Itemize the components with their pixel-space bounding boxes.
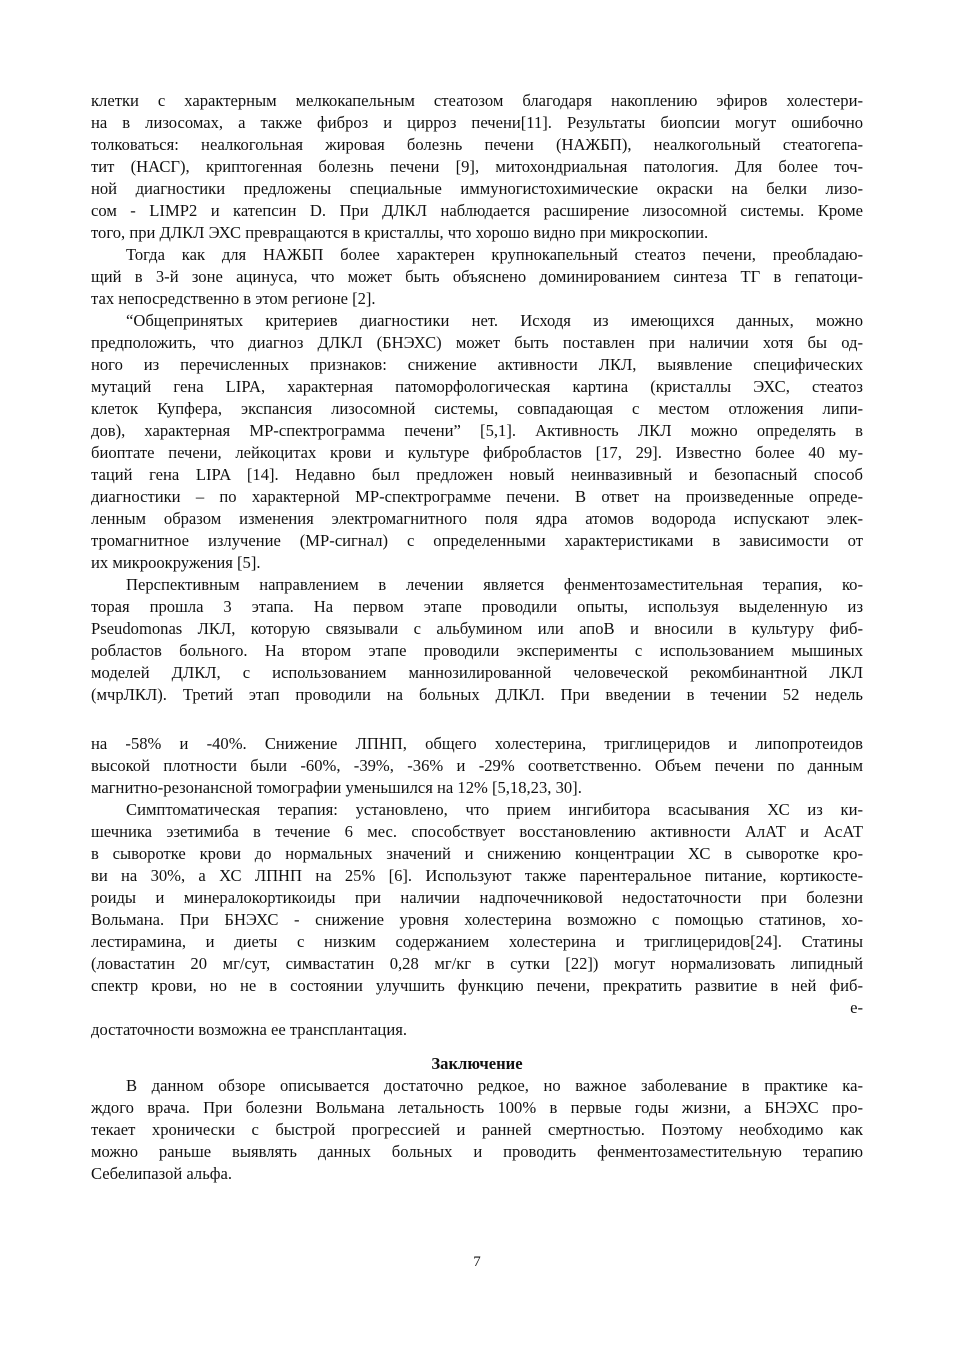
text-line: щий в 3-й зоне ацинуса, что может быть объяснено доминированием синтеза ТГ в гепатоци- <box>91 267 863 286</box>
text-line: на -58% и -40%. Снижение ЛПНП, общего холестерина, триглицеридов и липопротеидов <box>91 734 863 753</box>
text-line: Себелипазой альфа. <box>91 1164 233 1183</box>
text-line: Тогда как для НАЖБП более характерен крупнокапельный стеатоз печени, преобладаю- <box>126 245 863 264</box>
text-line: Pseudomonas ЛКЛ, которую связывали с альбумином или апоВ и вносили в культуру фиб- <box>91 619 863 638</box>
text-line: предположить, что диагноз ДЛКЛ (БНЭХС) может быть поставлен при наличии хотя бы од- <box>91 333 863 352</box>
text-block-middle <box>91 733 863 1041</box>
text-line: робластов больного. На втором этапе проводили эксперименты с использованием мышиных <box>91 641 863 660</box>
text-block-conclusion <box>91 1075 863 1185</box>
text-line: магнитно-резонансной томографии уменьшился на 12% [5,18,23, 30]. <box>91 778 582 797</box>
text-line: шечника эзетимиба в течение 6 мес. способствует восстановлению активности АлАТ и АсАТ <box>91 822 863 841</box>
text-line: ной диагностики предложены специальные иммуногистохимические окраски на белки лизо- <box>91 179 863 198</box>
text-line: ви на 30%, а ХС ЛПНП на 25% [6]. Используют также парентеральное питание, кортикосте- <box>91 866 863 885</box>
text-line: мутаций гена LIPA, характерная патоморфологическая картина (кристаллы ЭХС, стеатоз <box>91 377 863 396</box>
text-line: (мчрЛКЛ). Третий этап проводили на больных ДЛКЛ. При введении в течении 52 недель <box>91 685 863 704</box>
text-line: клеток Купфера, экспансия лизосомной системы, совпадающая с местом отложения липи- <box>91 399 863 418</box>
text-line: таций гена LIPA [14]. Недавно был предложен новый неинвазивный и безопасный способ <box>91 465 863 484</box>
text-line: того, при ДЛКЛ ЭХС превращаются в кристаллы, что хорошо видно при микроскопии. <box>91 223 709 242</box>
text-line: Симптоматическая терапия: установлено, что прием ингибитора всасывания ХС из ки- <box>126 800 863 819</box>
text-line: в сыворотке крови до нормальных значений и снижению концентрации ХС в сыворотке кро- <box>91 844 863 863</box>
text-line: клетки с характерным мелкокапельным стеатозом благодаря накоплению эфиров холестери- <box>91 91 863 110</box>
text-line: лестирамина, и диеты с низким содержанием холестерина и триглицеридов[24]. Статины <box>91 932 863 951</box>
page-number: 7 <box>473 1254 481 1270</box>
text-line: тромагнитное излучение (МР-сигнал) с определенными характеристиками в зависимости от <box>91 531 863 550</box>
text-line: высокой плотности были -60%, -39%, -36% и -29% соответственно. Объем печени по данным <box>91 756 863 775</box>
text-line: Вольмана. При БНЭХС - снижение уровня холестерина возможно с помощью статинов, хо- <box>91 910 863 929</box>
text-line: моделей ДЛКЛ, с использованием маннозилированной человеческой рекомбинантной ЛКЛ <box>91 663 863 682</box>
text-line: ждого врача. При болезни Вольмана летальность 100% в первые годы жизни, а БНЭХС про- <box>91 1098 863 1117</box>
text-line: тах непосредственно в этом регионе [2]. <box>91 289 376 308</box>
text-line: толковаться: неалкогольная жировая болезнь печени (НАЖБП), неалкогольный стеатогепа- <box>91 135 863 154</box>
text-line: можно раньше выявлять данных больных и проводить фенментозаместительную терапию <box>91 1142 863 1161</box>
text-line: ного из перечисленных признаков: снижение активности ЛКЛ, выявление специфических <box>91 355 863 374</box>
text-line: тит (НАСГ), криптогенная болезнь печени [9], митохондриальная патология. Для более точ- <box>91 157 863 176</box>
text-line: “Общепринятых критериев диагностики нет. Исходя из имеющихся данных, можно <box>126 311 863 330</box>
section-heading: Заключение <box>431 1054 523 1073</box>
text-line: текает хронически с быстрой прогрессией и ранней смертностью. Поэтому необходимо как <box>91 1120 863 1139</box>
text-line: ленным образом изменения электромагнитного поля ядра атомов водорода испускают элек- <box>91 509 863 528</box>
text-line: диагностики – по характерной МР-спектрограмме печени. В ответ на произведенные опреде- <box>91 487 863 506</box>
text-line: Перспективным направлением в лечении является фенментозаместительная терапия, ко- <box>126 575 863 594</box>
text-line: В данном обзоре описывается достаточно редкое, но важное заболевание в практике ка- <box>126 1076 863 1095</box>
text-line: биоптате печени, лейкоцитах крови и культуре фибробластов [17, 29]. Известно более 40 му- <box>91 443 863 462</box>
text-line: на в лизосомах, а также фиброз и цирроз печени[11]. Результаты биопсии могут ошибочно <box>91 113 863 132</box>
text-line: торая прошла 3 этапа. На первом этапе проводили опыты, используя выделенную из <box>91 597 863 616</box>
text-line: дов), характерная МР-спектрограмма печени” [5,1]. Активность ЛКЛ можно определять в <box>91 421 863 440</box>
text-block-upper <box>91 90 863 706</box>
text-line: их микроокружения [5]. <box>91 553 261 572</box>
text-line: е- <box>850 998 863 1017</box>
text-line: (ловастатин 20 мг/сут, симвастатин 0,28 мг/кг в сутки [22]) могут нормализовать липидный <box>91 954 863 973</box>
text-line: достаточности возможна ее трансплантация. <box>91 1020 407 1039</box>
text-line: спектр крови, но не в состоянии улучшить функцию печени, прекратить развитие в ней фиб- <box>91 976 863 995</box>
text-line: сом - LIMP2 и катепсин D. При ДЛКЛ наблюдается расширение лизосомной системы. Кроме <box>91 201 863 220</box>
text-line: роиды и минералокортикоиды при наличии надпочечниковой недостаточности при болезни <box>91 888 863 907</box>
